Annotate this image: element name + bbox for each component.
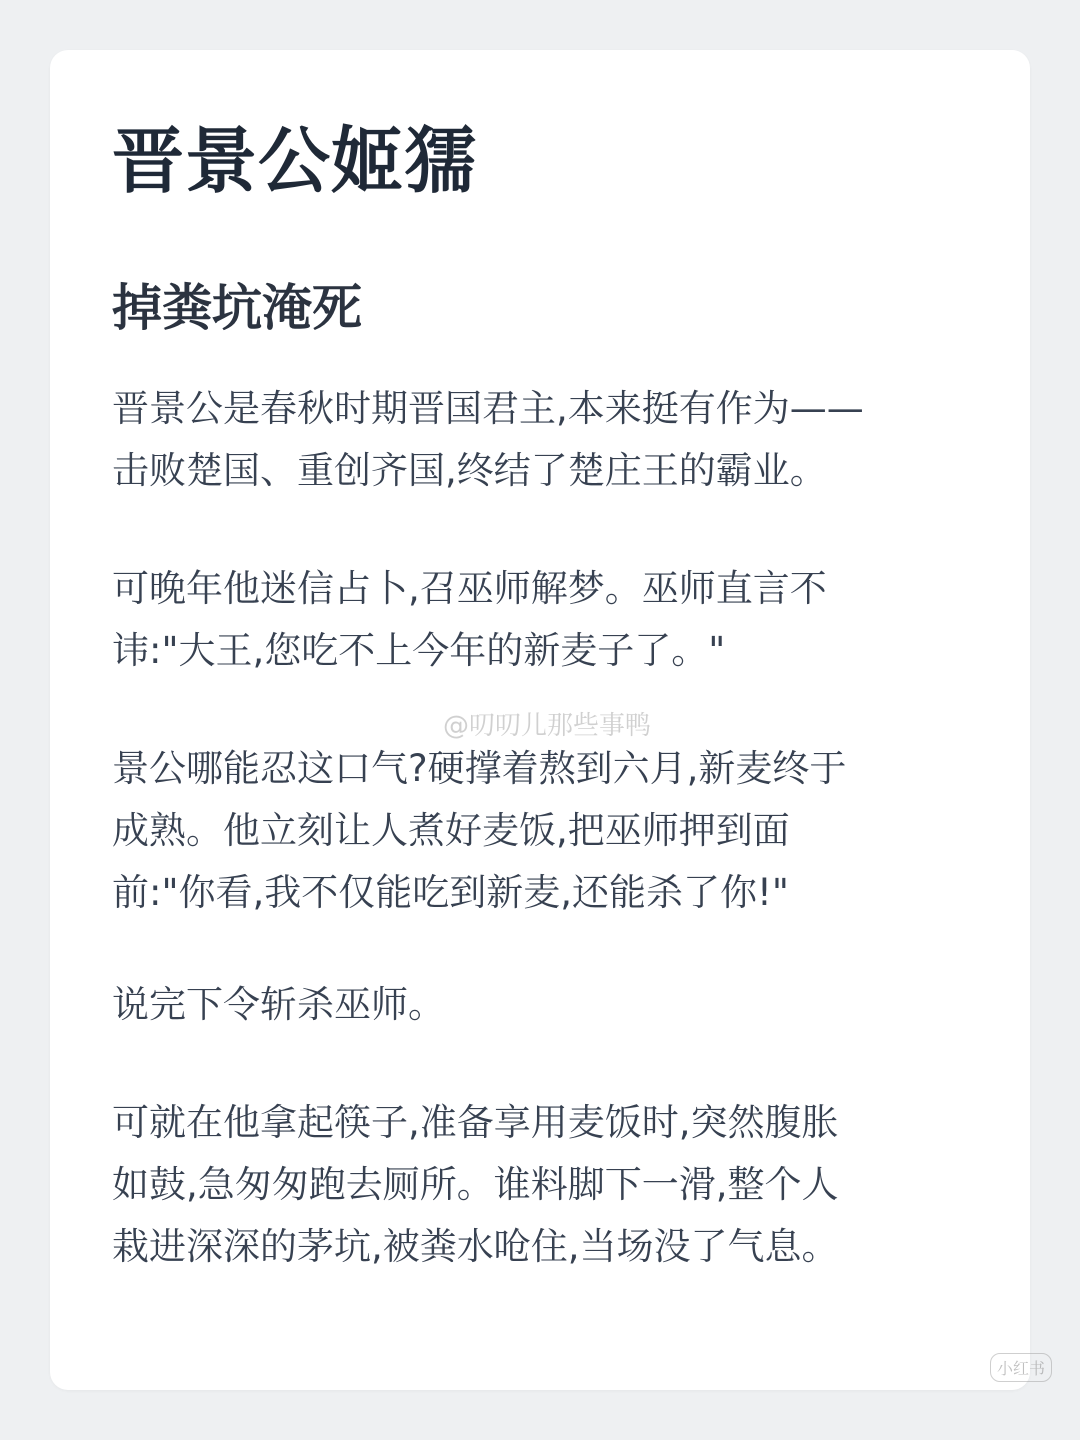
author-watermark: @叨叨儿那些事鸭: [443, 711, 652, 741]
article-subtitle: 掉粪坑淹死: [112, 279, 362, 337]
paragraph-line: 前:"你看,我不仅能吃到新麦,还能杀了你!": [112, 871, 789, 914]
paragraph-line: 说完下令斩杀巫师。: [112, 983, 445, 1026]
paragraph-1: [112, 378, 972, 502]
paragraph-2: [112, 558, 972, 682]
article-title: 晋景公姬獳: [112, 119, 478, 203]
paragraph-line: 景公哪能忍这口气?硬撑着熬到六月,新麦终于: [112, 747, 847, 790]
paragraph-line: 如鼓,急匆匆跑去厕所。谁料脚下一滑,整个人: [112, 1163, 839, 1206]
paragraph-5: [112, 1092, 972, 1278]
paragraph-4: [112, 974, 972, 1036]
paragraph-line: 栽进深深的茅坑,被粪水呛住,当场没了气息。: [112, 1225, 839, 1268]
paragraph-line: 击败楚国、重创齐国,终结了楚庄王的霸业。: [112, 449, 827, 492]
paragraph-3: [112, 738, 972, 924]
paragraph-line: 可就在他拿起筷子,准备享用麦饭时,突然腹胀: [112, 1101, 839, 1144]
paragraph-line: 晋景公是春秋时期晋国君主,本来挺有作为——: [112, 387, 864, 430]
paragraph-line: 可晚年他迷信占卜,召巫师解梦。巫师直言不: [112, 567, 827, 610]
paragraph-line: 讳:"大王,您吃不上今年的新麦子了。": [112, 629, 726, 672]
platform-watermark: 小红书: [990, 1353, 1052, 1382]
paragraph-line: 成熟。他立刻让人煮好麦饭,把巫师押到面: [112, 809, 790, 852]
